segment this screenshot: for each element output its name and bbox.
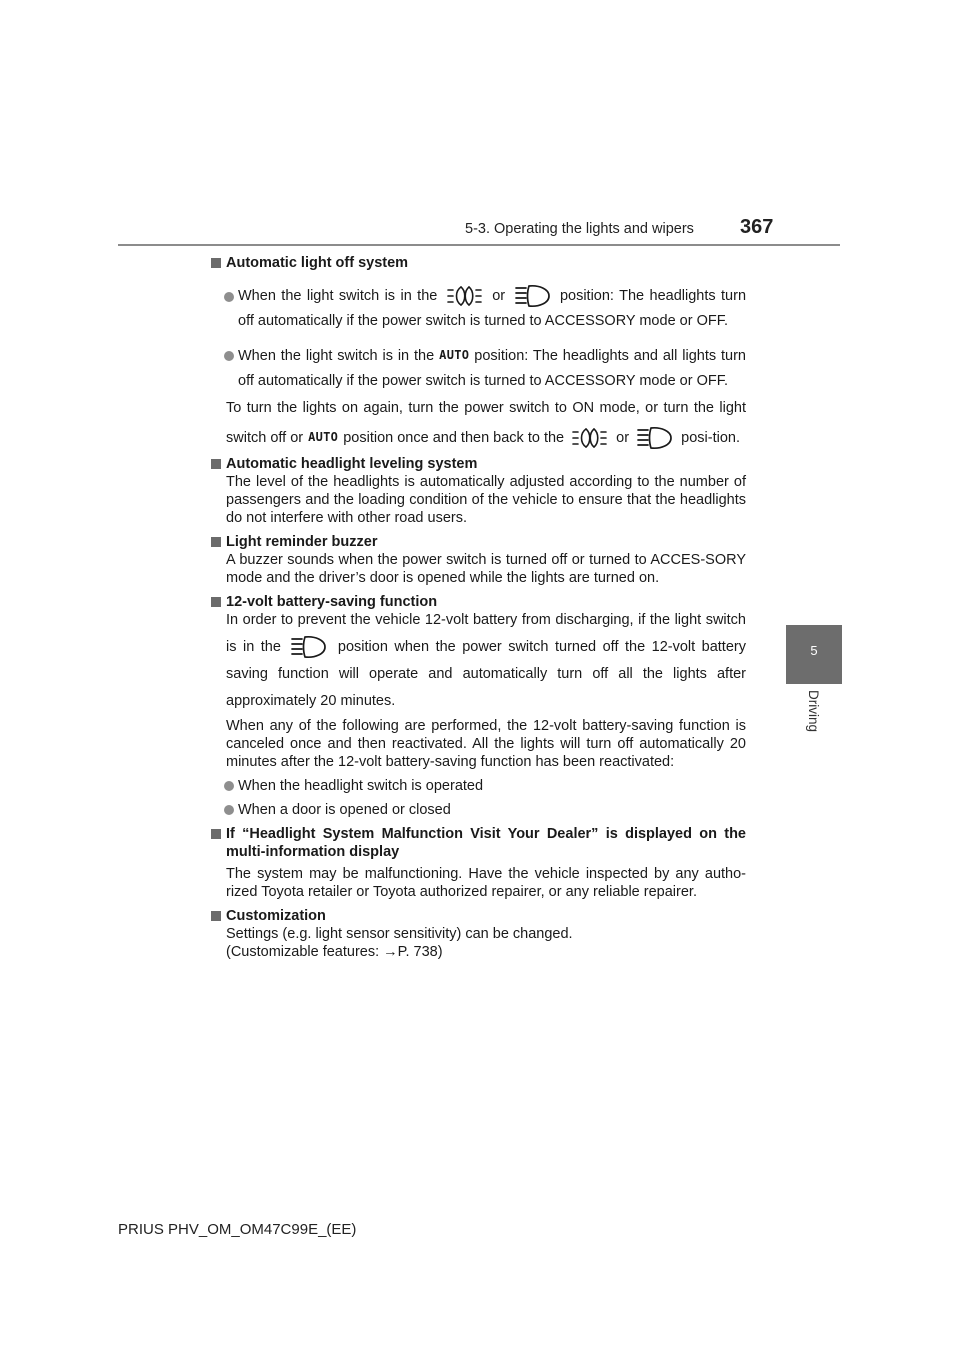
page-content xyxy=(211,254,746,961)
page-number: 367 xyxy=(740,216,774,238)
text: position once and then back to the xyxy=(343,430,565,446)
heading-text: If “Headlight System Malfunction Visit Your Dealer” is displayed on the multi-information display xyxy=(226,826,746,860)
heading-leveling xyxy=(211,455,746,473)
circle-bullet-icon xyxy=(224,781,234,791)
text: When a door is opened or closed xyxy=(238,802,451,818)
circle-bullet-icon xyxy=(224,351,234,361)
heading-text: Light reminder buzzer xyxy=(226,534,378,550)
tail-lights-icon xyxy=(447,285,483,307)
headlights-icon xyxy=(515,284,551,308)
text: position: The headlights turn off automatically if the power switch is turned to ACCESSORY mode or OFF. xyxy=(238,288,747,329)
customization-link[interactable]: (Customizable features: →P. 738) xyxy=(226,944,443,960)
heading-auto-off xyxy=(211,254,746,272)
text: When the headlight switch is operated xyxy=(238,778,484,794)
chapter-tab-label-text: Driving xyxy=(806,690,821,733)
chapter-tab-number: 5 xyxy=(786,625,842,684)
heading-customization xyxy=(211,907,746,925)
bullet-battery-2 xyxy=(211,801,746,819)
customization-text-1: Settings (e.g. light sensor sensitivity) can be changed. xyxy=(226,926,573,942)
square-bullet-icon xyxy=(211,597,221,607)
square-bullet-icon xyxy=(211,459,221,469)
square-bullet-icon xyxy=(211,258,221,268)
bullet-battery-1 xyxy=(211,777,746,795)
circle-bullet-icon xyxy=(224,292,234,302)
headlights-icon xyxy=(291,635,327,659)
text: or xyxy=(616,430,630,446)
bullet-auto-off-1 xyxy=(211,284,746,334)
circle-bullet-icon xyxy=(224,805,234,815)
battery-text-2: When any of the following are performed, the 12-volt battery-saving function is canceled once and then reactivated. All the lights will turn off automatically 20 minutes after the 12-volt battery-saving function has been reactivated: xyxy=(226,718,746,770)
heading-buzzer xyxy=(211,533,746,551)
text: When the light switch is in the xyxy=(238,288,438,304)
text: position when the power switch turned off the 12-volt battery saving function will operate and automatically turn off all the lights after approximately 20 minutes. xyxy=(226,639,746,709)
header-divider xyxy=(118,244,840,246)
text: or xyxy=(492,288,506,304)
headlights-icon xyxy=(637,426,673,450)
buzzer-text: A buzzer sounds when the power switch is turned off or turned to ACCES-SORY mode and the driver’s door is opened while the lights are turned on. xyxy=(226,552,746,586)
auto-position-label: AUTO xyxy=(308,430,339,444)
heading-malfunction xyxy=(211,825,746,861)
text: position: The headlights and all lights turn off automatically if the power switch is turned to ACCESSORY mode or OFF. xyxy=(238,348,746,389)
text: posi-tion. xyxy=(681,430,740,446)
chapter-tab-label xyxy=(786,690,842,748)
heading-text: Automatic headlight leveling system xyxy=(226,456,478,472)
text: To turn the lights on again, turn the power switch to ON mode, or turn the light switch off or xyxy=(226,400,746,446)
document-code: PRIUS PHV_OM_OM47C99E_(EE) xyxy=(118,1221,357,1238)
leveling-text: The level of the headlights is automatically adjusted according to the number of passengers and the loading condition of the vehicle to ensure that the headlights do not interfere with other road users. xyxy=(226,474,746,526)
battery-text-1 xyxy=(211,607,746,715)
auto-position-label: AUTO xyxy=(439,348,470,362)
auto-off-note xyxy=(211,394,746,453)
square-bullet-icon xyxy=(211,829,221,839)
heading-text: 12-volt battery-saving function xyxy=(226,594,438,610)
section-title: 5-3. Operating the lights and wipers xyxy=(465,221,694,237)
text: When the light switch is in the xyxy=(238,348,435,364)
heading-battery xyxy=(211,593,746,611)
text: In order to prevent the vehicle 12-volt battery from discharging, if the light switch is in the xyxy=(226,612,746,655)
heading-text: Customization xyxy=(226,908,326,924)
square-bullet-icon xyxy=(211,537,221,547)
malfunction-text: The system may be malfunctioning. Have the vehicle inspected by any autho-rized Toyota retailer or Toyota authorized repairer, or any reliable repairer. xyxy=(226,866,746,900)
tail-lights-icon xyxy=(572,427,608,449)
heading-text: Automatic light off system xyxy=(226,255,409,271)
bullet-auto-off-2 xyxy=(211,343,746,394)
square-bullet-icon xyxy=(211,911,221,921)
